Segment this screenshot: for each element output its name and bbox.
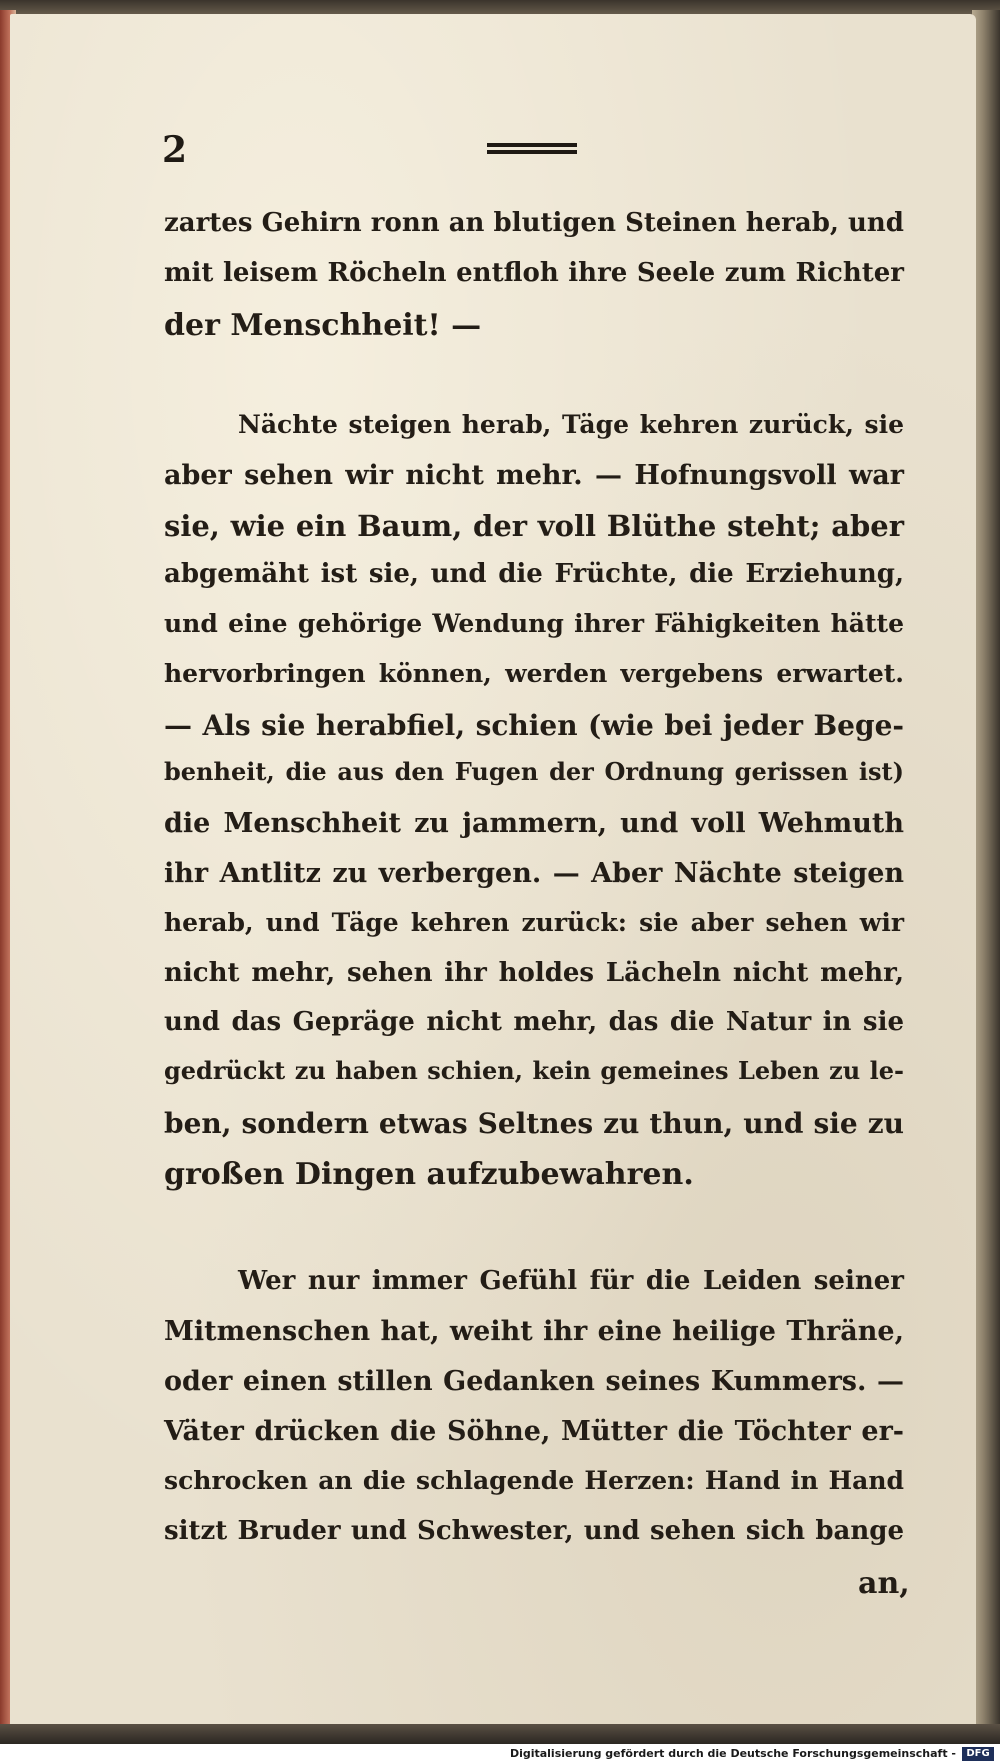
book-right-edge xyxy=(972,10,1000,1734)
text-line: Wer nur immer Gefühl für die Leiden seiner xyxy=(238,1266,904,1296)
text-line: herab, und Täge kehren zurück: sie aber sehen wir xyxy=(164,908,904,937)
text-line: abgemäht ist sie, und die Früchte, die Erziehung, xyxy=(164,559,904,589)
text-line: Mitmenschen hat, weiht ihr eine heilige Thräne, xyxy=(164,1316,904,1347)
text-line: zartes Gehirn ronn an blutigen Steinen herab, und xyxy=(164,208,904,238)
text-line: sie, wie ein Baum, der voll Blüthe steht; aber xyxy=(164,509,904,543)
text-line: — Als sie herabfiel, schien (wie bei jeder Bege- xyxy=(164,709,904,742)
digitization-footer xyxy=(0,1744,1000,1764)
text-line: die Menschheit zu jammern, und voll Wehmuth xyxy=(164,808,904,839)
text-line: und das Gepräge nicht mehr, das die Natur in sie xyxy=(164,1007,904,1037)
text-line: nicht mehr, sehen ihr holdes Lächeln nicht mehr, xyxy=(164,958,904,988)
text-line: oder einen stillen Gedanken seines Kummers. — xyxy=(164,1366,904,1397)
text-line: ihr Antlitz zu verbergen. — Aber Nächte steigen xyxy=(164,858,904,889)
header-rule xyxy=(487,143,577,157)
text-line: der Menschheit! — xyxy=(164,308,482,343)
dfg-logo: DFG xyxy=(962,1747,994,1761)
text-line: schrocken an die schlagende Herzen: Hand in Hand xyxy=(164,1466,904,1495)
text-line: Väter drücken die Söhne, Mütter die Töchter er- xyxy=(164,1416,904,1447)
text-line: hervorbringen können, werden vergebens erwartet. xyxy=(164,659,904,688)
catchword: an, xyxy=(858,1566,910,1601)
page-number: 2 xyxy=(162,129,188,171)
text-line: Nächte steigen herab, Täge kehren zurück, sie xyxy=(238,410,904,439)
text-line: ben, sondern etwas Seltnes zu thun, und sie zu xyxy=(164,1107,904,1140)
text-line: aber sehen wir nicht mehr. — Hofnungsvoll war xyxy=(164,460,904,491)
text-line: gedrückt zu haben schien, kein gemeines Leben zu le- xyxy=(164,1056,904,1085)
text-line: benheit, die aus den Fugen der Ordnung gerissen ist) xyxy=(164,757,904,786)
text-line: sitzt Bruder und Schwester, und sehen sich bange xyxy=(164,1516,904,1546)
text-line: mit leisem Röcheln entfloh ihre Seele zum Richter xyxy=(164,258,904,288)
text-line: und eine gehörige Wendung ihrer Fähigkeiten hätte xyxy=(164,609,904,638)
text-line: großen Dingen aufzubewahren. xyxy=(164,1157,694,1192)
book-bottom-edge xyxy=(0,1724,1000,1744)
funding-credit: Digitalisierung gefördert durch die Deutsche Forschungsgemeinschaft - xyxy=(509,1747,956,1760)
